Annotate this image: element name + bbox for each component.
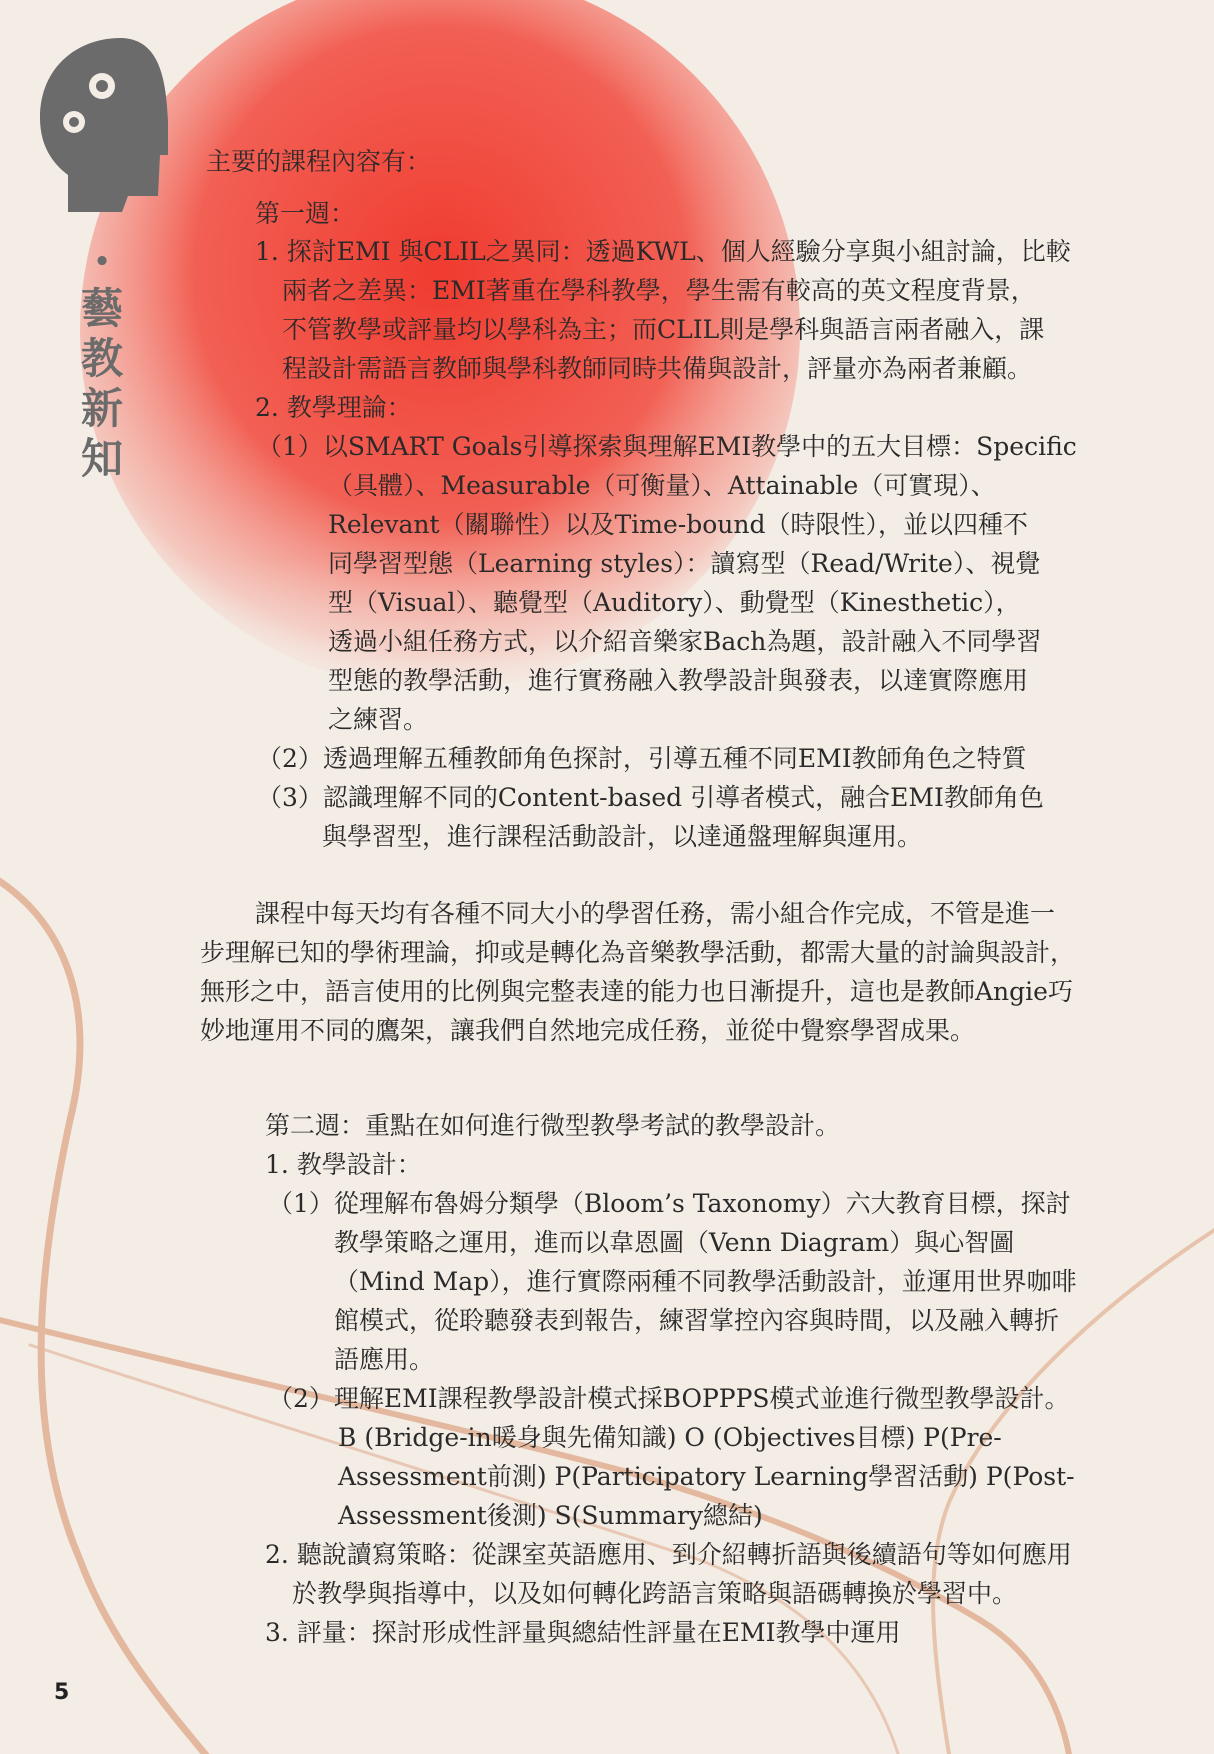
week2-item3-line: 3. 評量：探討形成性評量與總結性評量在EMI教學中運用: [265, 1618, 901, 1647]
week1-item2-title: 2. 教學理論：: [255, 393, 412, 422]
week1-heading: 第一週：: [255, 199, 356, 228]
week2-sub2-line: （2）理解EMI課程教學設計模式採BOPPPS模式並進行微型教學設計。: [268, 1384, 1070, 1413]
week2-item2-line: 於教學與指導中，以及如何轉化跨語言策略與語碼轉換於學習中。: [292, 1579, 1018, 1608]
week2-sub1-line: 教學策略之運用，進而以韋恩圖（Venn Diagram）與心智圖: [334, 1228, 1015, 1257]
week2-sub2-line: Assessment前測) P(Participatory Learning學習活動) P(Post-: [338, 1462, 1075, 1491]
side-title-char: 新: [80, 384, 123, 433]
week1-sub1-line: 同學習型態（Learning styles）：讀寫型（Read/Write）、視覺: [328, 549, 1041, 578]
week1-item1-line: 兩者之差異：EMI著重在學科教學，學生需有較高的英文程度背景，: [282, 276, 1036, 305]
week2-item2-line: 2. 聽說讀寫策略：從課室英語應用、到介紹轉折語與後續語句等如何應用: [265, 1540, 1072, 1569]
week1-item1-line: 1. 探討EMI 與CLIL之異同：透過KWL、個人經驗分享與小組討論，比較: [255, 237, 1071, 266]
week1-sub2-line: （2）透過理解五種教師角色探討，引導五種不同EMI教師角色之特質: [257, 744, 1027, 773]
side-title-char: 藝: [80, 284, 123, 333]
week1-item1-line: 程設計需語言教師與學科教師同時共備與設計，評量亦為兩者兼顧。: [282, 354, 1033, 383]
week1-sub3-line: （3）認識理解不同的Content-based 引導者模式，融合EMI教師角色: [257, 783, 1044, 812]
summary-paragraph-line: 步理解已知的學術理論，抑或是轉化為音樂教學活動，都需大量的討論與設計，: [200, 938, 1076, 967]
summary-paragraph-line: 課程中每天均有各種不同大小的學習任務，需小組合作完成，不管是進一: [255, 899, 1056, 928]
side-title-char: 教: [80, 334, 123, 383]
intro-line: 主要的課程內容有：: [206, 147, 432, 176]
week1-sub1-line: （具體）、Measurable（可衡量）、Attainable（可實現）、: [328, 471, 996, 500]
week2-sub1-line: （Mind Map），進行實際兩種不同教學活動設計，並運用世界咖啡: [334, 1267, 1077, 1296]
summary-paragraph-line: 無形之中，語言使用的比例與完整表達的能力也日漸提升，這也是教師Angie巧: [200, 977, 1073, 1006]
head-gears-icon: [40, 38, 168, 212]
side-title-char: 知: [80, 434, 123, 483]
week1-sub1-line: 型（Visual）、聽覺型（Auditory）、動覺型（Kinesthetic），: [328, 588, 1021, 617]
week1-sub1-line: 透過小組任務方式，以介紹音樂家Bach為題，設計融入不同學習: [328, 627, 1042, 656]
week2-sub1-line: （1）從理解布魯姆分類學（Bloom’s Taxonomy）六大教育目標，探討: [268, 1189, 1071, 1218]
section-side-title: [74, 247, 130, 484]
week2-sub1-line: 館模式，從聆聽發表到報告，練習掌控內容與時間，以及融入轉折: [334, 1306, 1060, 1335]
side-title-bullet: •: [93, 247, 111, 277]
summary-paragraph-line: 妙地運用不同的鷹架，讓我們自然地完成任務，並從中覺察學習成果。: [200, 1016, 976, 1045]
week2-item1-title: 1. 教學設計：: [265, 1150, 422, 1179]
week1-sub1-line: Relevant（關聯性）以及Time-bound（時限性），並以四種不: [328, 510, 1028, 539]
week1-sub1-line: 型態的教學活動，進行實務融入教學設計與發表，以達實際應用: [328, 666, 1029, 695]
week2-sub2-line: B (Bridge-in暖身與先備知識) O (Objectives目標) P(Pre-: [338, 1423, 1002, 1452]
week1-sub1-line: （1）以SMART Goals引導探索與理解EMI教學中的五大目標：Specific: [257, 432, 1077, 461]
week1-item1-line: 不管教學或評量均以學科為主；而CLIL則是學科與語言兩者融入，課: [282, 315, 1045, 344]
week1-sub1-line: 之練習。: [328, 705, 429, 734]
week2-sub1-line: 語應用。: [334, 1345, 435, 1374]
week2-sub2-line: Assessment後測) S(Summary總結): [338, 1501, 763, 1530]
page-number: 5: [54, 1680, 70, 1705]
week2-heading: 第二週：重點在如何進行微型教學考試的教學設計。: [265, 1111, 841, 1140]
week1-sub3-line: 與學習型，進行課程活動設計，以達通盤理解與運用。: [322, 822, 923, 851]
